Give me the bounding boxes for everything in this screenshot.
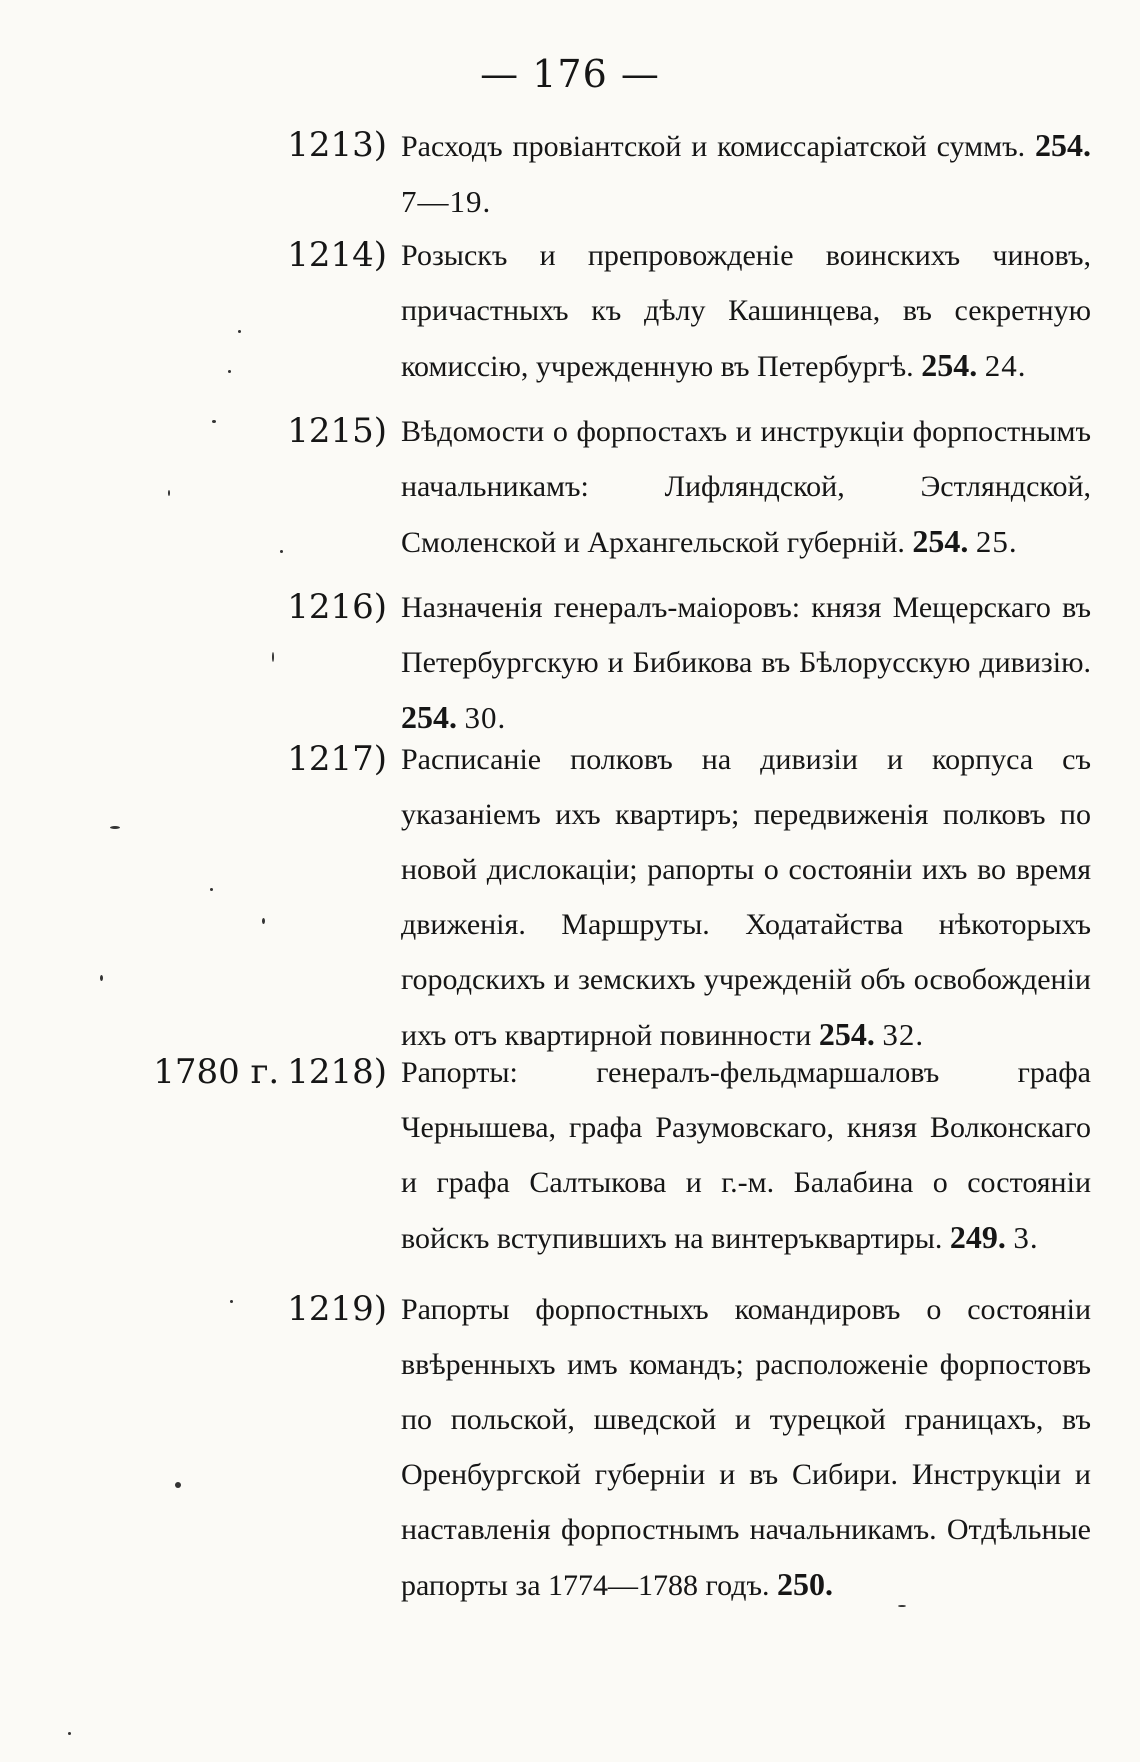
scan-speck [898,1605,906,1607]
entry-ref-volume: 249. [949,1219,1006,1255]
entry-text [401,118,1091,230]
entry-number [153,1045,387,1100]
entry-number [279,580,387,635]
entry-number-label: 1218) [287,1052,387,1092]
scan-speck [175,1482,181,1488]
entry-ref-pages: 30. [464,700,507,735]
entry-number [279,732,387,787]
entry-number-label: 1213) [287,125,387,165]
entry-ref-pages: 32. [882,1017,925,1052]
scan-speck [212,420,216,423]
entry-number [279,1282,387,1337]
scan-speck [280,550,283,553]
entry-description: Розыскъ и препровожденіе воинскихъ чиновъ, причастныхъ къ дѣлу Кашинцева, въ секретную комиссію, учрежденную въ Петербургѣ. [401,239,1091,383]
entry-ref-pages: 24. [984,348,1027,383]
scan-speck [210,888,213,891]
entry-number [279,228,387,283]
scan-speck [272,652,274,662]
entry-text [401,732,1091,1063]
entry-ref-pages: 25. [975,524,1018,559]
entry-number-label: 1216) [287,587,387,627]
entry-text [401,1045,1091,1266]
page-number: — 176 — [480,52,660,96]
entry-text [401,228,1091,394]
scan-speck [262,918,265,924]
entry-description: Назначенія генералъ-маіоровъ: князя Мещерскаго въ Петербургскую и Бибикова въ Бѣлорусскую дивизію. [401,591,1091,679]
scan-speck [68,1732,71,1735]
entry-text [401,1282,1091,1613]
entry-number-label: 1217) [287,739,387,779]
entry-description: Рапорты форпостныхъ командировъ о состояніи ввѣренныхъ имъ командъ; расположеніе форпостовъ по польской, шведской и турецкой границахъ, въ Оренбургской губерніи и въ Сибири. Инструкціи и наставленія форпостнымъ начальникамъ. Отдѣльные рапорты за 1774—1788 годъ. [401,1293,1091,1602]
entry-number-label: 1215) [287,411,387,451]
entry-ref-pages: 7—19. [401,184,492,219]
scan-speck [230,1300,233,1303]
entry-description: Рапорты: генералъ-фельдмаршаловъ графа Чернышева, графа Разумовскаго, князя Волконскаго и графа Салтыкова и г.-м. Балабина о состояніи войскъ вступившихъ на винтеръквартиры. [401,1056,1091,1255]
scan-speck [110,826,120,829]
entry-number [279,404,387,459]
entry-ref-volume: 254. [921,347,978,383]
entry-ref-volume: 250. [776,1566,833,1602]
entry-text [401,580,1091,746]
entry-description: Вѣдомости о форпостахъ и инструкціи форпостнымъ начальникамъ: Лифляндской, Эстляндской, Смоленской и Архангельской губерній. [401,415,1091,559]
entry-description: Расписаніе полковъ на дивизіи и корпуса съ указаніемъ ихъ квартиръ; передвиженія полковъ по новой дислокаціи; рапорты о состояніи ихъ во время движенія. Маршруты. Ходатайства нѣкоторыхъ городскихъ и земскихъ учрежденій объ освобожденіи ихъ отъ квартирной повинности [401,743,1091,1052]
entry-year: 1780 г. [153,1052,280,1092]
entry-text [401,404,1091,570]
entry-number [279,118,387,173]
entry-description: Расходъ провіантской и комиссаріатской суммъ. [401,130,1026,163]
scan-speck [168,490,170,496]
entry-ref-volume: 254. [818,1016,875,1052]
entry-number-label: 1219) [287,1289,387,1329]
entry-ref-volume: 254. [912,523,969,559]
scan-speck [238,330,241,333]
scan-speck [228,370,231,373]
entry-ref-volume: 254. [1035,127,1092,163]
entry-ref-pages: 3. [1013,1220,1039,1255]
entry-number-label: 1214) [287,235,387,275]
entry-ref-volume: 254. [401,699,457,735]
scan-speck [100,975,103,981]
